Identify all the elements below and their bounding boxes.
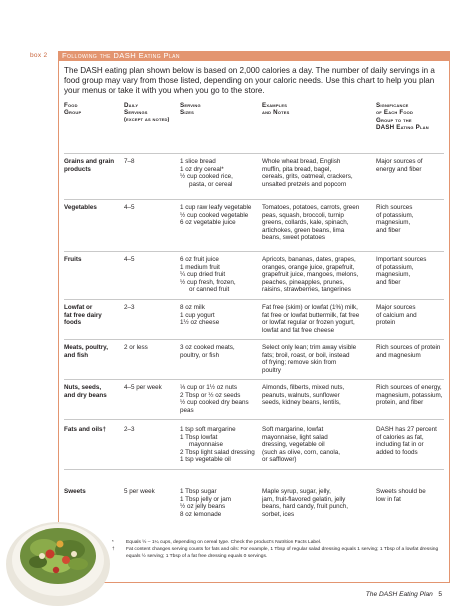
cell-text: Lowfat or	[64, 304, 93, 311]
cell-text: 1 medium fruit	[180, 263, 220, 271]
cell-text: magnesium, potassium,	[376, 391, 443, 399]
cell-text: Fruits	[64, 256, 82, 263]
cell-text: Fat free (skim) or lowfat (1%) milk,	[262, 304, 358, 311]
header-text: Examples	[262, 102, 288, 109]
cell-food-group	[64, 384, 120, 399]
cell-text: oranges, orange juice, grapefruit,	[262, 263, 355, 271]
cell-food-group	[64, 256, 120, 264]
cell-text: 1 Tbsp jelly or jam	[180, 495, 231, 503]
table-row	[64, 488, 444, 528]
cell-examples	[262, 204, 372, 242]
cell-text: ½ oz jelly beans	[180, 503, 226, 511]
cell-text: protein, and fiber	[376, 399, 424, 407]
cell-text: 1 tsp vegetable oil	[180, 456, 231, 464]
cell-text: Meats, poultry,	[64, 344, 108, 351]
header-text: Food	[64, 102, 78, 109]
header-note: (except as noted)	[124, 116, 170, 123]
cell-text: grapefruit juice, mangoes, melons,	[262, 271, 359, 279]
cell-text: Fats and oils†	[64, 426, 106, 433]
cell-text: Almonds, filberts, mixed nuts,	[262, 384, 345, 391]
header-examples	[262, 102, 372, 117]
cell-food-group	[64, 304, 120, 327]
cell-text: and fiber	[376, 226, 401, 234]
header-text: Group	[64, 109, 82, 117]
cell-text: fats; broil, roast, or boil, instead	[262, 351, 350, 359]
cell-examples	[262, 344, 372, 374]
cell-servings: 4–5	[124, 204, 135, 211]
cell-text: muffin, pita bread, bagel,	[262, 165, 332, 173]
cell-text: ¼ cup dried fruit	[180, 271, 226, 279]
cell-text: beans, hard candy, fruit punch,	[262, 503, 348, 511]
cell-examples	[262, 488, 372, 518]
cell-text: of calcium and	[376, 311, 417, 319]
cell-text: and fiber	[376, 278, 401, 286]
cell-text: sorbet, ices	[262, 510, 295, 518]
cell-text: fat free dairy	[64, 311, 102, 319]
table-row	[64, 344, 444, 380]
footnote	[112, 539, 442, 546]
table-row	[64, 426, 444, 470]
cell-servings: 2–3	[124, 426, 135, 433]
header-text: Servings	[124, 109, 148, 117]
cell-text: 1 slice bread	[180, 158, 216, 165]
cell-text: mayonnaise	[189, 441, 223, 449]
cell-serving-sizes	[180, 384, 262, 414]
cell-significance	[376, 384, 446, 407]
cell-text: Vegetables	[64, 204, 97, 211]
cell-text: ½ cup fresh, frozen,	[180, 278, 236, 286]
cell-text: magnesium,	[376, 271, 411, 279]
table-row	[64, 204, 444, 252]
cell-text: pasta, or cereal	[189, 180, 233, 188]
cell-text: beans, sweet potatoes	[262, 234, 326, 242]
cell-text: of calories as fat,	[376, 433, 424, 441]
cell-serving-sizes	[180, 158, 262, 188]
footnote-mark: *	[112, 539, 114, 544]
cell-text: poultry, or fish	[180, 351, 220, 359]
cell-serving-sizes	[180, 204, 262, 227]
cell-text: added to foods	[376, 448, 418, 456]
footnotes	[112, 539, 442, 561]
cell-text: protein	[376, 319, 396, 327]
cell-text: 1 cup raw leafy vegetable	[180, 204, 252, 211]
footnote	[112, 546, 442, 560]
header-text: of Each Food	[376, 109, 414, 117]
cell-servings: 2–3	[124, 304, 135, 311]
cell-text: 6 oz fruit juice	[180, 256, 219, 263]
cell-text: Tomatoes, potatoes, carrots, green	[262, 204, 360, 211]
cell-servings: 7–8	[124, 158, 135, 165]
cell-food-group	[64, 344, 120, 359]
cell-significance	[376, 304, 446, 327]
cell-text: (such as olive, corn, canola,	[262, 448, 341, 456]
cell-text: poultry	[262, 366, 281, 374]
cell-text: dressing, vegetable oil	[262, 441, 325, 449]
header-text: Daily	[124, 102, 139, 109]
header-significance	[376, 102, 446, 132]
cell-text: Grains and grain	[64, 158, 115, 165]
cell-text: unsalted pretzels and popcorn	[262, 180, 347, 188]
table-row	[64, 384, 444, 420]
footer-title: The DASH Eating Plan	[365, 591, 433, 598]
header-text: DASH Eating Plan	[376, 124, 429, 132]
cell-text: of potassium,	[376, 263, 414, 271]
cell-text: Sweets should be	[376, 488, 426, 495]
intro-paragraph: The DASH eating plan shown below is based on 2,000 calories a day. The number of daily servings in a food group may vary from those listed, depending on your caloric needs. Use this chart to help you plan your menus or take it with you when you go to the store.	[64, 66, 435, 95]
cell-text: 3 oz cooked meats,	[180, 344, 235, 351]
page-number: 5	[438, 591, 442, 598]
cell-text: lowfat and fat free cheese	[262, 326, 335, 334]
cell-text: or canned fruit	[189, 286, 230, 294]
cell-text: cereals, grits, oatmeal, crackers,	[262, 173, 353, 181]
cell-text: Select only lean; trim away visible	[262, 344, 357, 351]
cell-text: 1½ oz cheese	[180, 319, 220, 327]
cell-significance	[376, 344, 446, 359]
cell-significance	[376, 256, 446, 286]
cell-text: Soft margarine, lowfat	[262, 426, 324, 433]
cell-text: Rich sources	[376, 204, 413, 211]
header-text: Sizes	[180, 109, 195, 117]
cell-significance	[376, 488, 446, 503]
cell-text: greens, collards, kale, spinach,	[262, 219, 349, 227]
table-row	[64, 304, 444, 340]
footnote-mark: †	[112, 546, 115, 552]
cell-examples	[262, 384, 372, 407]
header-text: Serving	[180, 102, 201, 109]
cell-text: Sweets	[64, 488, 86, 495]
cell-text: raisins, strawberries, tangerines	[262, 286, 351, 294]
cell-text: fat free or lowfat buttermilk, fat free	[262, 311, 360, 319]
cell-text: Major sources of	[376, 158, 423, 165]
cell-text: and dry beans	[64, 391, 107, 399]
table-row	[64, 256, 444, 300]
cell-text: mayonnaise, light salad	[262, 433, 328, 441]
cell-significance	[376, 426, 446, 456]
cell-serving-sizes	[180, 488, 262, 518]
cell-food-group	[64, 204, 120, 212]
cell-food-group	[64, 426, 120, 434]
box-title: Following the DASH Eating Plan	[58, 51, 450, 61]
cell-text: 1 Tbsp sugar	[180, 488, 217, 495]
cell-text: jam, fruit-flavored gelatin, jelly	[262, 495, 346, 503]
cell-text: energy and fiber	[376, 165, 422, 173]
cell-serving-sizes	[180, 426, 262, 464]
cell-text: Apricots, bananas, dates, grapes,	[262, 256, 356, 263]
cell-examples	[262, 158, 372, 188]
cell-servings: 2 or less	[124, 344, 148, 351]
cell-text: peas, squash, broccoli, turnip	[262, 211, 344, 219]
cell-text: foods	[64, 319, 82, 327]
header-food-group	[64, 102, 120, 117]
cell-text: and magnesium	[376, 351, 421, 359]
cell-text: ½ cup cooked dry beans	[180, 399, 249, 407]
cell-significance	[376, 204, 446, 234]
cell-text: 2 Tbsp light salad dressing	[180, 448, 255, 456]
header-text: Group to the	[376, 116, 412, 124]
cell-food-group	[64, 488, 120, 496]
cell-text: DASH has 27 percent	[376, 426, 437, 433]
cell-text: or safflower)	[262, 456, 297, 464]
header-daily-servings	[124, 102, 178, 124]
cell-text: 6 oz vegetable juice	[180, 219, 236, 227]
cell-text: 8 oz lemonade	[180, 510, 222, 518]
cell-text: magnesium,	[376, 219, 411, 227]
cell-text: of potassium,	[376, 211, 414, 219]
header-text: and Notes	[262, 109, 290, 117]
cell-text: Whole wheat bread, English	[262, 158, 341, 165]
cell-servings: 5 per week	[124, 488, 155, 495]
cell-text: Major sources	[376, 304, 416, 311]
cell-text: ⅓ cup or 1½ oz nuts	[180, 384, 238, 391]
table-row	[64, 158, 444, 200]
cell-text: and fish	[64, 351, 89, 359]
cell-text: 1 Tbsp lowfat	[180, 433, 218, 441]
cell-serving-sizes	[180, 344, 262, 359]
cell-examples	[262, 256, 372, 294]
cell-text: peaches, pineapples, prunes,	[262, 278, 345, 286]
cell-text: low in fat	[376, 495, 401, 503]
cell-text: 1 tsp soft margarine	[180, 426, 236, 433]
cell-text: 8 oz milk	[180, 304, 205, 311]
cell-text: including fat in or	[376, 441, 424, 449]
cell-text: peas	[180, 406, 194, 414]
cell-text: Important sources	[376, 256, 427, 263]
cell-text: peanuts, walnuts, sunflower	[262, 391, 340, 399]
cell-examples	[262, 304, 372, 334]
salad-bowl-image	[0, 500, 118, 613]
cell-text: 1 cup yogurt	[180, 311, 215, 319]
cell-text: of frying; remove skin from	[262, 359, 337, 367]
footnote-text: Fat content changes serving counts for fats and oils: For example, 1 Tbsp of regular salad dressing equals 1 serving; 1 Tbsp of a lowfat dressing equals ½ serving; 1 Tbsp of a fat free dressing equals 0 servings.	[126, 547, 439, 560]
box-label: box 2	[30, 52, 48, 59]
cell-text: 1 oz dry cereal*	[180, 165, 224, 173]
cell-text: or lowfat regular or frozen yogurt,	[262, 319, 355, 327]
cell-text: ½ cup cooked vegetable	[180, 211, 249, 219]
cell-food-group	[64, 158, 120, 173]
cell-text: Rich sources of protein	[376, 344, 441, 351]
cell-examples	[262, 426, 372, 464]
footnote-text: Equals ½ – 1¼ cups, depending on cereal type. Check the product's Nutrition Facts Label.	[126, 540, 322, 545]
page-footer	[366, 591, 442, 598]
cell-text: Rich sources of energy,	[376, 384, 442, 391]
cell-text: Nuts, seeds,	[64, 384, 102, 391]
cell-servings: 4–5	[124, 256, 135, 263]
table-header-row	[64, 102, 444, 154]
cell-text: ½ cup cooked rice,	[180, 173, 233, 181]
header-text: Significance	[376, 102, 409, 109]
cell-text: 2 Tbsp or ½ oz seeds	[180, 391, 241, 399]
cell-serving-sizes	[180, 304, 262, 327]
cell-text: seeds, kidney beans, lentils,	[262, 399, 341, 407]
cell-text: Maple syrup, sugar, jelly,	[262, 488, 331, 495]
cell-significance	[376, 158, 446, 173]
cell-serving-sizes	[180, 256, 262, 294]
cell-text: products	[64, 165, 91, 173]
header-serving-sizes	[180, 102, 262, 117]
cell-text: artichokes, green beans, lima	[262, 226, 345, 234]
cell-servings: 4–5 per week	[124, 384, 162, 391]
